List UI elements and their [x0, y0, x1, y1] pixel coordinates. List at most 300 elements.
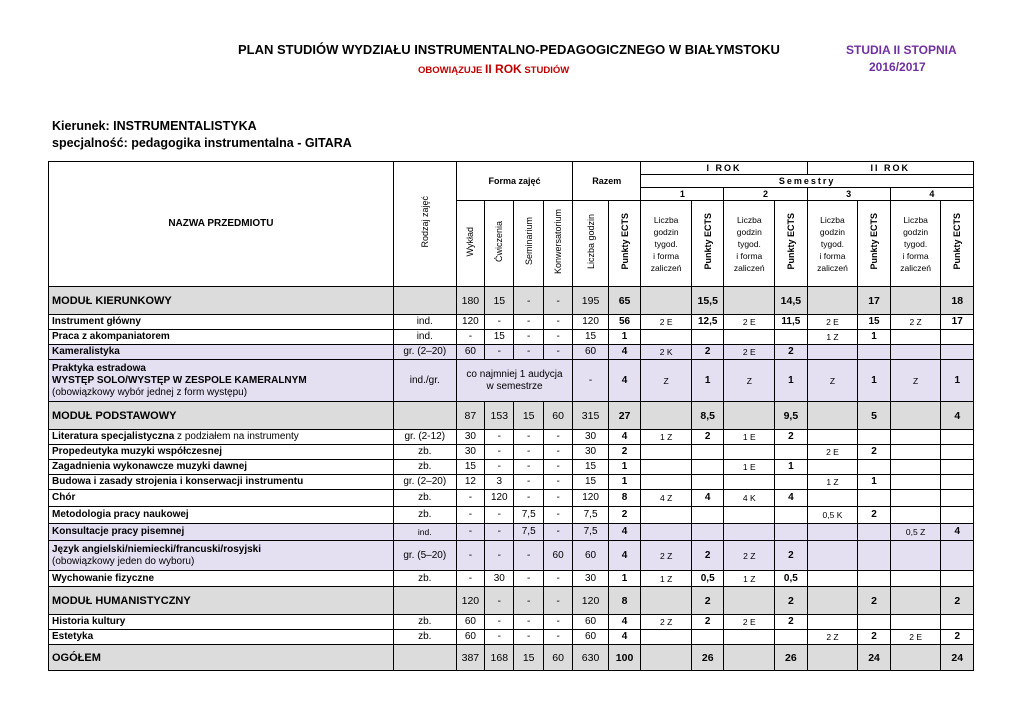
table-cell: [691, 507, 723, 524]
col-forma-header: Forma zajęć: [456, 162, 573, 201]
sem3-desc: Liczba godzin tygod. i forma zaliczeń: [807, 201, 858, 287]
table-cell: [858, 571, 890, 587]
table-cell: Z: [890, 360, 941, 402]
subject-name: Kameralistyka: [49, 345, 394, 360]
table-cell: 15: [485, 287, 514, 315]
table-cell: [890, 615, 941, 630]
table-cell: zb.: [393, 615, 456, 630]
table-cell: 15: [514, 402, 543, 430]
col-razem-header: Razem: [573, 162, 641, 201]
table-cell: [641, 645, 692, 671]
table-cell: 2: [691, 430, 723, 445]
table-cell: [890, 475, 941, 490]
table-cell: -: [485, 524, 514, 541]
module-row-kierunkowy: [49, 287, 974, 315]
table-cell: 60: [456, 630, 484, 645]
table-cell: 1 Z: [807, 330, 858, 345]
subject-name: MODUŁ PODSTAWOWY: [49, 402, 394, 430]
table-cell: [941, 571, 974, 587]
table-cell: 2: [858, 587, 890, 615]
table-cell: 7,5: [514, 507, 543, 524]
table-cell: [724, 402, 775, 430]
sem1-ects: Punkty ECTS: [691, 201, 723, 287]
table-cell: ind./gr.: [393, 360, 456, 402]
table-cell: 17: [941, 315, 974, 330]
table-cell: 12: [456, 475, 484, 490]
table-cell: 1: [608, 571, 640, 587]
table-cell: -: [543, 330, 572, 345]
table-cell: [807, 524, 858, 541]
table-cell: 2: [858, 507, 890, 524]
table-cell: -: [485, 430, 514, 445]
table-cell: 60: [456, 615, 484, 630]
table-cell: 26: [775, 645, 807, 671]
studia-level: STUDIA II STOPNIA: [846, 43, 957, 57]
table-cell: 120: [456, 587, 484, 615]
table-cell: 15: [573, 460, 608, 475]
table-cell: -: [456, 490, 484, 507]
table-cell: 2: [608, 445, 640, 460]
table-cell: 100: [608, 645, 640, 671]
table-cell: 7,5: [514, 524, 543, 541]
table-cell: [641, 460, 692, 475]
table-cell: -: [456, 507, 484, 524]
table-cell: Z: [807, 360, 858, 402]
table-cell: 1: [608, 330, 640, 345]
table-cell: 4: [941, 402, 974, 430]
table-cell: 4: [608, 615, 640, 630]
subject-name: [49, 360, 394, 402]
row-wychowanie-fizyczne: [49, 571, 974, 587]
table-cell: 60: [573, 345, 608, 360]
table-cell: 168: [485, 645, 514, 671]
table-cell: [941, 490, 974, 507]
table-cell: 1: [691, 360, 723, 402]
table-cell: -: [514, 430, 543, 445]
subject-name: Instrument główny: [49, 315, 394, 330]
table-cell: 5: [858, 402, 890, 430]
row-estetyka: [49, 630, 974, 645]
col-rodzaj-header: Rodzaj zajęć: [393, 162, 456, 287]
row-historia: [49, 615, 974, 630]
table-cell: 7,5: [573, 524, 608, 541]
table-cell: 0,5: [691, 571, 723, 587]
table-cell: -: [485, 615, 514, 630]
table-cell: -: [543, 475, 572, 490]
table-cell: [691, 475, 723, 490]
table-cell: [890, 587, 941, 615]
subject-name: MODUŁ HUMANISTYCZNY: [49, 587, 394, 615]
subject-name: Praca z akompaniatorem: [49, 330, 394, 345]
table-cell: 4: [608, 630, 640, 645]
table-cell: 0,5 Z: [890, 524, 941, 541]
table-cell: 120: [573, 315, 608, 330]
table-cell: [890, 445, 941, 460]
table-cell: [807, 490, 858, 507]
table-cell: 153: [485, 402, 514, 430]
table-cell: gr. (2–20): [393, 475, 456, 490]
table-cell: 2: [858, 630, 890, 645]
literatura-name-rest: z podziałem na instrumenty: [174, 431, 299, 442]
table-cell: [691, 445, 723, 460]
table-cell: -: [514, 587, 543, 615]
table-cell: 195: [573, 287, 608, 315]
table-cell: zb.: [393, 490, 456, 507]
table-cell: [890, 507, 941, 524]
table-cell: [807, 587, 858, 615]
table-cell: 12,5: [691, 315, 723, 330]
table-cell: gr. (2–20): [393, 345, 456, 360]
table-cell: 2: [691, 587, 723, 615]
table-cell: [890, 460, 941, 475]
table-cell: -: [543, 615, 572, 630]
table-cell: [724, 330, 775, 345]
row-jezyk: [49, 541, 974, 571]
table-cell: 2: [691, 541, 723, 571]
table-cell: [890, 541, 941, 571]
table-cell: [775, 445, 807, 460]
table-cell: [807, 541, 858, 571]
table-cell: [775, 524, 807, 541]
table-cell: 15: [858, 315, 890, 330]
table-cell: 60: [543, 541, 572, 571]
table-cell: [941, 541, 974, 571]
table-cell: 15: [514, 645, 543, 671]
table-cell: [641, 445, 692, 460]
table-cell: [691, 330, 723, 345]
table-cell: [941, 430, 974, 445]
table-cell: 2 Z: [724, 541, 775, 571]
subject-name: MODUŁ KIERUNKOWY: [49, 287, 394, 315]
table-cell: -: [514, 345, 543, 360]
table-cell: -: [456, 330, 484, 345]
row-kameralistyka: [49, 345, 974, 360]
table-cell: 24: [858, 645, 890, 671]
table-cell: 1 E: [724, 430, 775, 445]
table-cell: 2: [608, 507, 640, 524]
table-cell: [807, 460, 858, 475]
table-cell: [641, 630, 692, 645]
table-cell: gr. (2-12): [393, 430, 456, 445]
table-cell: 60: [573, 615, 608, 630]
table-cell: 15: [573, 330, 608, 345]
table-cell: 30: [573, 571, 608, 587]
table-cell: 387: [456, 645, 484, 671]
table-cell: 2: [941, 630, 974, 645]
table-cell: [858, 541, 890, 571]
table-cell: [691, 630, 723, 645]
subject-name: [49, 430, 394, 445]
col-rok2-header: II ROK: [807, 162, 973, 175]
table-cell: -: [456, 541, 484, 571]
table-cell: [807, 402, 858, 430]
table-cell: 2: [691, 345, 723, 360]
table-cell: 2: [941, 587, 974, 615]
table-cell: Z: [641, 360, 692, 402]
table-cell: 180: [456, 287, 484, 315]
table-cell: 17: [858, 287, 890, 315]
table-cell: 15,5: [691, 287, 723, 315]
table-cell: [393, 287, 456, 315]
row-ogolem: [49, 645, 974, 671]
table-cell: [807, 430, 858, 445]
table-cell: 0,5 K: [807, 507, 858, 524]
table-cell: 1: [941, 360, 974, 402]
row-propedeutyka: [49, 445, 974, 460]
subject-name: OGÓŁEM: [49, 645, 394, 671]
table-cell: [890, 330, 941, 345]
table-cell: 3: [485, 475, 514, 490]
col-semestry-header: Semestry: [641, 175, 974, 188]
table-cell: 2: [775, 430, 807, 445]
table-cell: 26: [691, 645, 723, 671]
table-cell: 4: [941, 524, 974, 541]
module-row-podstawowy: [49, 402, 974, 430]
table-cell: 60: [543, 402, 572, 430]
col-cwiczenia: Ćwiczenia: [485, 201, 514, 287]
table-cell: 2: [691, 615, 723, 630]
table-cell: [393, 587, 456, 615]
table-cell: -: [543, 524, 572, 541]
table-cell: [724, 587, 775, 615]
table-cell: ind.: [393, 315, 456, 330]
row-metodologia: [49, 507, 974, 524]
table-cell: 14,5: [775, 287, 807, 315]
table-cell: 60: [573, 630, 608, 645]
table-cell: 30: [456, 445, 484, 460]
table-cell: [775, 475, 807, 490]
table-cell: -: [485, 507, 514, 524]
table-cell: gr. (5–20): [393, 541, 456, 571]
table-cell: 120: [485, 490, 514, 507]
col-wyklad: Wykład: [456, 201, 484, 287]
col-name-header: NAZWA PRZEDMIOTU: [49, 162, 394, 287]
specjalnosc-label: specjalność: pedagogika instrumentalna - GITARA: [52, 136, 352, 150]
table-cell: zb.: [393, 460, 456, 475]
sem4-ects: Punkty ECTS: [941, 201, 974, 287]
table-cell: 2 E: [724, 615, 775, 630]
row-konsultacje: [49, 524, 974, 541]
table-cell: -: [543, 460, 572, 475]
table-cell: 15: [573, 475, 608, 490]
table-cell: -: [514, 330, 543, 345]
forma-note: [456, 360, 573, 402]
table-cell: 120: [573, 490, 608, 507]
table-cell: 60: [456, 345, 484, 360]
table-cell: 60: [573, 541, 608, 571]
col-punkty-ects: Punkty ECTS: [608, 201, 640, 287]
table-cell: 630: [573, 645, 608, 671]
table-cell: -: [543, 507, 572, 524]
col-seminarium: Seminarium: [514, 201, 543, 287]
table-cell: 1: [858, 360, 890, 402]
subject-name: Propedeutyka muzyki współczesnej: [49, 445, 394, 460]
subject-name: Budowa i zasady strojenia i konserwacji instrumentu: [49, 475, 394, 490]
table-cell: -: [456, 524, 484, 541]
table-cell: 2 Z: [807, 630, 858, 645]
table-cell: [890, 490, 941, 507]
table-cell: [941, 615, 974, 630]
table-cell: [807, 645, 858, 671]
table-cell: 2 E: [641, 315, 692, 330]
col-konwersatorium: Konwersatorium: [543, 201, 572, 287]
table-cell: 2: [775, 587, 807, 615]
table-cell: 4: [608, 360, 640, 402]
table-cell: [858, 430, 890, 445]
table-cell: -: [485, 587, 514, 615]
table-cell: -: [543, 630, 572, 645]
table-cell: [890, 402, 941, 430]
table-cell: [641, 402, 692, 430]
table-cell: [724, 475, 775, 490]
table-cell: 60: [543, 645, 572, 671]
table-cell: 4: [608, 541, 640, 571]
table-cell: -: [485, 445, 514, 460]
table-cell: 24: [941, 645, 974, 671]
table-cell: 4: [608, 524, 640, 541]
table-cell: 4: [775, 490, 807, 507]
table-cell: ind.: [393, 330, 456, 345]
table-cell: 315: [573, 402, 608, 430]
table-cell: 2 E: [890, 630, 941, 645]
table-cell: 1: [858, 330, 890, 345]
table-cell: [890, 287, 941, 315]
table-cell: -: [543, 315, 572, 330]
table-cell: [858, 615, 890, 630]
praktyka-line1: Praktyka estradowa: [52, 362, 146, 374]
table-cell: -: [485, 315, 514, 330]
module-row-humanistyczny: [49, 587, 974, 615]
table-cell: [641, 475, 692, 490]
table-cell: 30: [456, 430, 484, 445]
sem-2-header: 2: [724, 188, 807, 201]
table-cell: [775, 630, 807, 645]
table-cell: [941, 507, 974, 524]
table-cell: [941, 475, 974, 490]
praktyka-line2: WYSTĘP SOLO/WYSTĘP W ZESPOLE KAMERALNYM: [52, 374, 307, 386]
table-cell: [890, 345, 941, 360]
sem3-ects: Punkty ECTS: [858, 201, 890, 287]
table-cell: 9,5: [775, 402, 807, 430]
table-cell: 30: [485, 571, 514, 587]
table-cell: 1 Z: [724, 571, 775, 587]
table-cell: 4 Z: [641, 490, 692, 507]
table-cell: 87: [456, 402, 484, 430]
literatura-name-bold: Literatura specjalistyczna: [52, 431, 175, 442]
table-cell: -: [514, 541, 543, 571]
table-cell: zb.: [393, 507, 456, 524]
row-chor: [49, 490, 974, 507]
table-cell: 1: [608, 475, 640, 490]
table-cell: 1 Z: [641, 571, 692, 587]
table-cell: [691, 460, 723, 475]
table-cell: -: [514, 445, 543, 460]
table-cell: [807, 287, 858, 315]
sem-3-header: 3: [807, 188, 890, 201]
table-cell: 120: [456, 315, 484, 330]
table-cell: [775, 507, 807, 524]
table-cell: [724, 630, 775, 645]
table-cell: [724, 507, 775, 524]
table-cell: -: [485, 541, 514, 571]
table-cell: [858, 524, 890, 541]
table-cell: 18: [941, 287, 974, 315]
table-cell: -: [514, 630, 543, 645]
table-cell: 2 E: [724, 345, 775, 360]
table-cell: 8: [608, 490, 640, 507]
table-cell: 2 K: [641, 345, 692, 360]
row-instrument: [49, 315, 974, 330]
table-cell: 2 E: [724, 315, 775, 330]
row-literatura: [49, 430, 974, 445]
subject-name: Zagadnienia wykonawcze muzyki dawnej: [49, 460, 394, 475]
table-cell: 1 Z: [807, 475, 858, 490]
table-cell: [641, 524, 692, 541]
table-cell: -: [485, 460, 514, 475]
praktyka-line3: (obowiązkowy wybór jednej z form występu): [52, 386, 248, 398]
table-cell: -: [514, 475, 543, 490]
table-cell: 0,5: [775, 571, 807, 587]
table-cell: 2: [775, 345, 807, 360]
table-cell: [858, 345, 890, 360]
table-cell: -: [514, 490, 543, 507]
table-cell: [807, 615, 858, 630]
col-liczba-godzin: Liczba godzin: [573, 201, 608, 287]
table-cell: 2 E: [807, 445, 858, 460]
table-cell: [724, 524, 775, 541]
table-cell: -: [543, 490, 572, 507]
row-akompaniator: [49, 330, 974, 345]
subject-name: Konsultacje pracy pisemnej: [49, 524, 394, 541]
subtitle-pre: OBOWIĄZUJE: [418, 65, 486, 76]
table-cell: zb.: [393, 630, 456, 645]
forma-note-line1: co najmniej 1 audycja: [466, 368, 563, 380]
forma-note-line2: w semestrze: [486, 380, 543, 392]
table-cell: [393, 402, 456, 430]
table-cell: 4: [608, 345, 640, 360]
row-praktyka: [49, 360, 974, 402]
plan-title: PLAN STUDIÓW WYDZIAŁU INSTRUMENTALNO-PEDAGOGICZNEGO W BIAŁYMSTOKU: [238, 42, 780, 57]
table-cell: -: [514, 571, 543, 587]
subject-name: [49, 541, 394, 571]
table-cell: 1: [775, 360, 807, 402]
table-cell: [775, 330, 807, 345]
subject-name: Estetyka: [49, 630, 394, 645]
table-cell: [641, 287, 692, 315]
jezyk-line2: (obowiązkowy jeden do wyboru): [52, 555, 195, 567]
table-cell: [941, 445, 974, 460]
table-cell: 2 Z: [641, 541, 692, 571]
subject-name: Wychowanie fizyczne: [49, 571, 394, 587]
table-cell: 2 E: [807, 315, 858, 330]
subtitle-year-of-study: II ROK: [485, 62, 522, 76]
table-cell: -: [514, 615, 543, 630]
table-cell: ind.: [393, 524, 456, 541]
table-cell: [858, 490, 890, 507]
sem4-desc: Liczba godzin tygod. i forma zaliczeń: [890, 201, 941, 287]
table-cell: [641, 507, 692, 524]
academic-year: 2016/2017: [869, 60, 926, 74]
row-budowa: [49, 475, 974, 490]
table-cell: [890, 571, 941, 587]
row-zagadnienia: [49, 460, 974, 475]
table-cell: -: [543, 445, 572, 460]
sem2-ects: Punkty ECTS: [775, 201, 807, 287]
table-cell: [941, 460, 974, 475]
table-cell: 30: [573, 430, 608, 445]
table-cell: [724, 445, 775, 460]
table-cell: 4: [691, 490, 723, 507]
